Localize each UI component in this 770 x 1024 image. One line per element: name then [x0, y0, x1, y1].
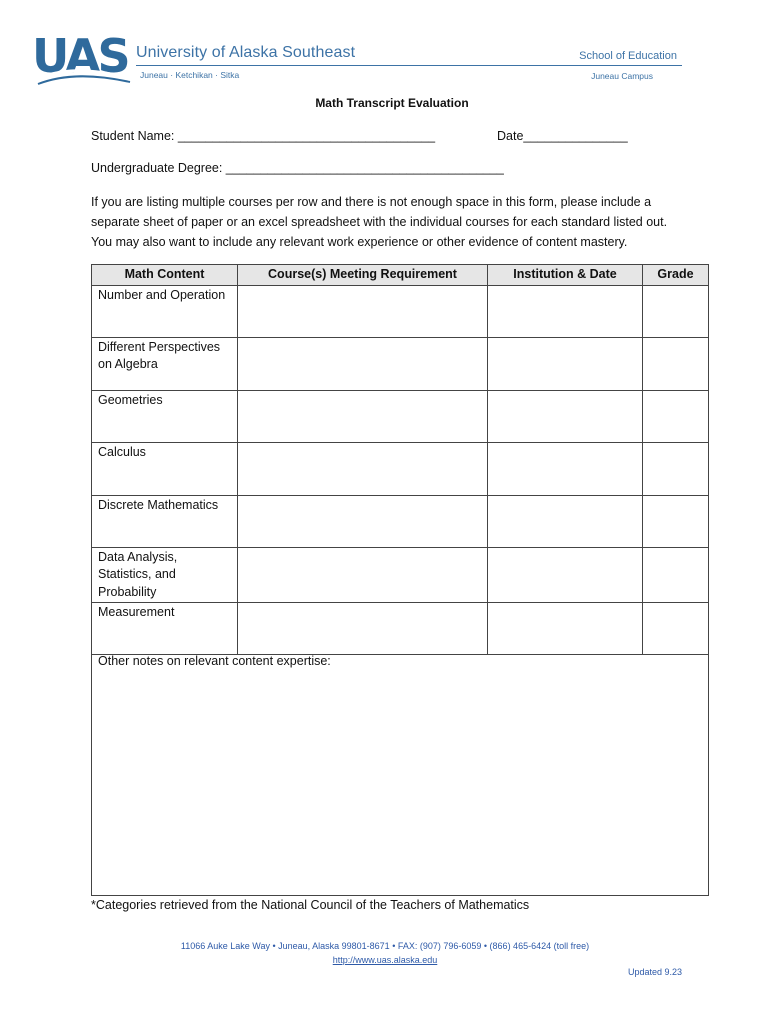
- row-content-label: Data Analysis, Statistics, and Probability: [92, 547, 238, 603]
- courses-cell[interactable]: [238, 285, 488, 337]
- grade-cell[interactable]: [643, 285, 709, 337]
- courses-cell[interactable]: [238, 390, 488, 442]
- table-row: [92, 442, 709, 495]
- institution-date-cell[interactable]: [488, 285, 643, 337]
- row-content-label: Calculus: [92, 442, 238, 495]
- grade-cell[interactable]: [643, 390, 709, 442]
- instructions-paragraph: If you are listing multiple courses per row and there is not enough space in this form, please include a separate sheet of paper or an excel spreadsheet with the individual courses for each standard listed out. You may also want to include any relevant work experience or other evidence of content mastery.: [91, 195, 668, 249]
- courses-cell[interactable]: [238, 603, 488, 655]
- uas-logo: [30, 28, 140, 86]
- header-math-content: Math Content: [92, 265, 238, 286]
- table-row: [92, 547, 709, 603]
- math-content-table: [91, 264, 709, 655]
- courses-cell[interactable]: [238, 442, 488, 495]
- logo-text: UAS: [32, 29, 128, 83]
- courses-cell[interactable]: [238, 495, 488, 547]
- university-name: University of Alaska Southeast: [136, 44, 356, 61]
- institution-date-cell[interactable]: [488, 337, 643, 390]
- header-institution-date: Institution & Date: [488, 265, 643, 286]
- footer-link[interactable]: http://www.uas.alaska.edu: [332, 955, 438, 965]
- row-content-label: Measurement: [92, 603, 238, 655]
- grade-cell[interactable]: [643, 337, 709, 390]
- notes-label: Other notes on relevant content expertise:: [98, 654, 331, 668]
- header-divider: [136, 65, 682, 66]
- document-title: Math Transcript Evaluation: [315, 96, 469, 110]
- header-grade: Grade: [643, 265, 709, 286]
- grade-cell[interactable]: [643, 547, 709, 603]
- table-header-row: [92, 265, 709, 286]
- row-content-label: Number and Operation: [92, 285, 238, 337]
- table-row: [92, 603, 709, 655]
- updated-date: Updated 9.23: [627, 967, 682, 977]
- courses-cell[interactable]: [238, 547, 488, 603]
- courses-cell[interactable]: [238, 337, 488, 390]
- degree-field[interactable]: Undergraduate Degree: ________________________________________: [91, 161, 504, 175]
- footer-address: 11066 Auke Lake Way • Juneau, Alaska 99801-8671 • FAX: (907) 796-6059 • (866) 465-6424 (toll free): [180, 941, 590, 951]
- grade-cell[interactable]: [643, 603, 709, 655]
- table-row: [92, 495, 709, 547]
- campus-list: Juneau · Ketchikan · Sitka: [140, 70, 240, 80]
- row-content-label: Different Perspectives on Algebra: [92, 337, 238, 390]
- school-name: School of Education: [579, 50, 677, 62]
- date-field[interactable]: Date_______________: [497, 129, 628, 143]
- student-name-field[interactable]: Student Name: _____________________________________: [91, 129, 436, 143]
- notes-box[interactable]: [91, 652, 709, 896]
- institution-date-cell[interactable]: [488, 603, 643, 655]
- header-courses: Course(s) Meeting Requirement: [238, 265, 488, 286]
- grade-cell[interactable]: [643, 495, 709, 547]
- table-row: [92, 390, 709, 442]
- table-row: [92, 337, 709, 390]
- table-row: [92, 285, 709, 337]
- row-content-label: Discrete Mathematics: [92, 495, 238, 547]
- institution-date-cell[interactable]: [488, 442, 643, 495]
- institution-date-cell[interactable]: [488, 495, 643, 547]
- campus-name: Juneau Campus: [591, 71, 653, 81]
- row-content-label: Geometries: [92, 390, 238, 442]
- institution-date-cell[interactable]: [488, 547, 643, 603]
- grade-cell[interactable]: [643, 442, 709, 495]
- source-note: *Categories retrieved from the National Council of the Teachers of Mathematics: [91, 898, 530, 912]
- institution-date-cell[interactable]: [488, 390, 643, 442]
